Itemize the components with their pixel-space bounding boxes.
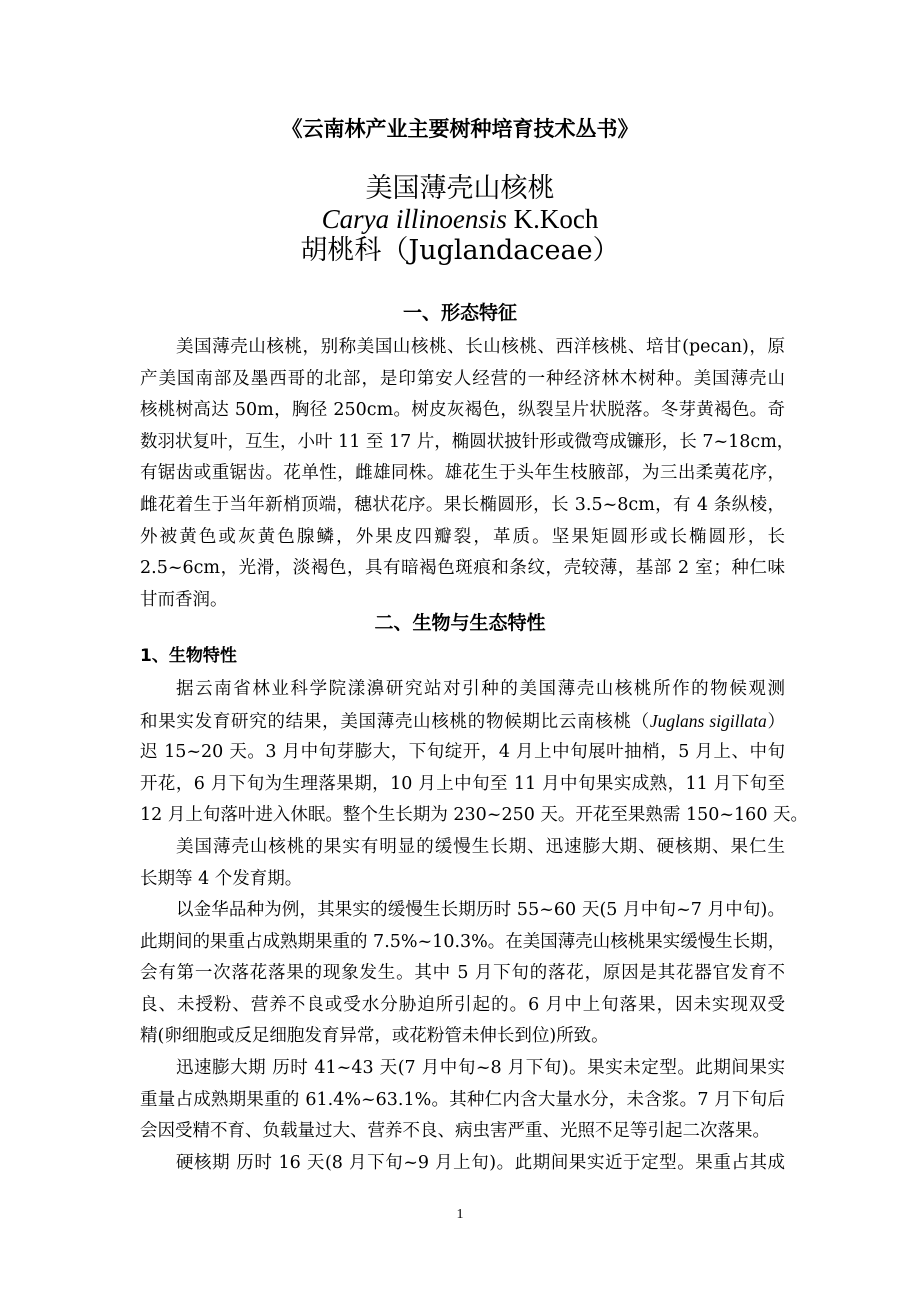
latin-author: K.Koch	[506, 204, 599, 234]
title-block	[0, 173, 920, 266]
text-line: 此期间的果重占成熟期果重的 7.5%~10.3%。在美国薄壳山核桃果实缓慢生长期，	[140, 931, 786, 952]
text-line: 雌花着生于当年新梢顶端，穗状花序。果长椭圆形，长 3.5~8cm，有 4 条纵棱，	[140, 494, 785, 515]
text-line: 精(卵细胞或反足细胞发育异常，或花粉管未伸长到位)所致。	[140, 1026, 609, 1047]
section-heading-morphology: 一、形态特征	[402, 302, 517, 324]
text-line: 据云南省林业科学院漾濞研究站对引种的美国薄壳山核桃所作的物候观测	[176, 679, 785, 699]
text-line: 美国薄壳山核桃的果实有明显的缓慢生长期、迅速膨大期、硬核期、果仁生	[176, 837, 785, 857]
text-line: 硬核期 历时 16 天(8 月下旬~9 月上旬)。此期间果实近于定型。果重占其成	[176, 1153, 785, 1173]
text-line	[140, 706, 785, 738]
page-number: 1	[456, 1207, 464, 1222]
section-heading-biology-ecology: 二、生物与生态特性	[374, 612, 546, 634]
text-line: 良、未授粉、营养不良或受水分胁迫所引起的。6 月中上旬落果，因未实现双受	[140, 994, 785, 1015]
text-line: 有锯齿或重锯齿。花单性，雌雄同株。雄花生于头年生枝腋部，为三出柔荑花序，	[140, 463, 785, 484]
series-title: 《云南林产业主要树种培育技术丛书》	[281, 117, 639, 141]
text-line: 甘而香润。	[140, 589, 228, 610]
family-name: 胡桃科（Juglandaceae）	[300, 235, 620, 266]
text-segment: 和果实发育研究的结果，美国薄壳山核桃的物候期比云南核桃（	[140, 711, 650, 732]
paragraph-phenology	[140, 674, 809, 832]
text-line: 迟 15~20 天。3 月中旬芽膨大，下旬绽开，4 月上中旬展叶抽梢，5 月上、中旬	[140, 742, 785, 763]
text-line: 外被黄色或灰黄色腺鳞，外果皮四瓣裂，革质。坚果矩圆形或长椭圆形，长	[140, 526, 785, 547]
text-line: 会因受精不育、负载量过大、营养不良、病虫害严重、光照不足等引起二次落果。	[140, 1121, 770, 1142]
text-line: 重量占成熟期果重的 61.4%~63.1%。其种仁内含大量水分，未含浆。7 月下旬后	[140, 1089, 785, 1110]
text-line: 迅速膨大期 历时 41~43 天(7 月中旬~8 月下旬)。果实未定型。此期间果实	[176, 1058, 785, 1078]
paragraph-slow-growth	[140, 895, 785, 1053]
text-line: 会有第一次落花落果的现象发生。其中 5 月下旬的落花，原因是其花器官发育不	[140, 963, 785, 984]
text-line: 以金华品种为例，其果实的缓慢生长期历时 55~60 天(5 月中旬~7 月中旬)。	[176, 900, 785, 920]
paragraph-hard-core	[140, 1148, 785, 1180]
paragraph-rapid-expansion	[140, 1053, 785, 1148]
sub-heading-biological-traits: 1、生物特性	[140, 646, 237, 666]
latin-binomial: Carya illinoensis	[321, 204, 507, 234]
text-line: 12 月上旬落叶进入休眠。整个生长期为 230~250 天。开花至果熟需 150~160 天。	[140, 805, 809, 826]
text-line: 2.5~6cm，光滑，淡褐色，具有暗褐色斑痕和条纹，壳较薄，基部 2 室；种仁味	[140, 558, 785, 579]
paragraph-morphology	[140, 332, 795, 616]
latin-name-juglans: Juglans sigillata	[649, 710, 767, 731]
text-line: 数羽状复叶，互生，小叶 11 至 17 片，椭圆状披针形或微弯成镰形，长 7~18cm，	[140, 431, 795, 452]
text-line: 核桃树高达 50m，胸径 250cm。树皮灰褐色，纵裂呈片状脱落。冬芽黄褐色。奇	[140, 400, 785, 421]
text-line: 美国薄壳山核桃，别称美国山核桃、长山核桃、西洋核桃、培甘(pecan)，原	[176, 337, 785, 357]
species-latin-name	[0, 204, 920, 235]
text-line: 产美国南部及墨西哥的北部，是印第安人经营的一种经济林木树种。美国薄壳山	[140, 368, 785, 389]
text-segment: ）	[766, 711, 786, 732]
paragraph-development-periods	[140, 832, 785, 895]
text-line: 开花，6 月下旬为生理落果期，10 月上中旬至 11 月中旬果实成熟，11 月下旬至	[140, 773, 785, 794]
species-title-cn: 美国薄壳山核桃	[365, 173, 555, 204]
text-line: 长期等 4 个发育期。	[140, 868, 303, 889]
